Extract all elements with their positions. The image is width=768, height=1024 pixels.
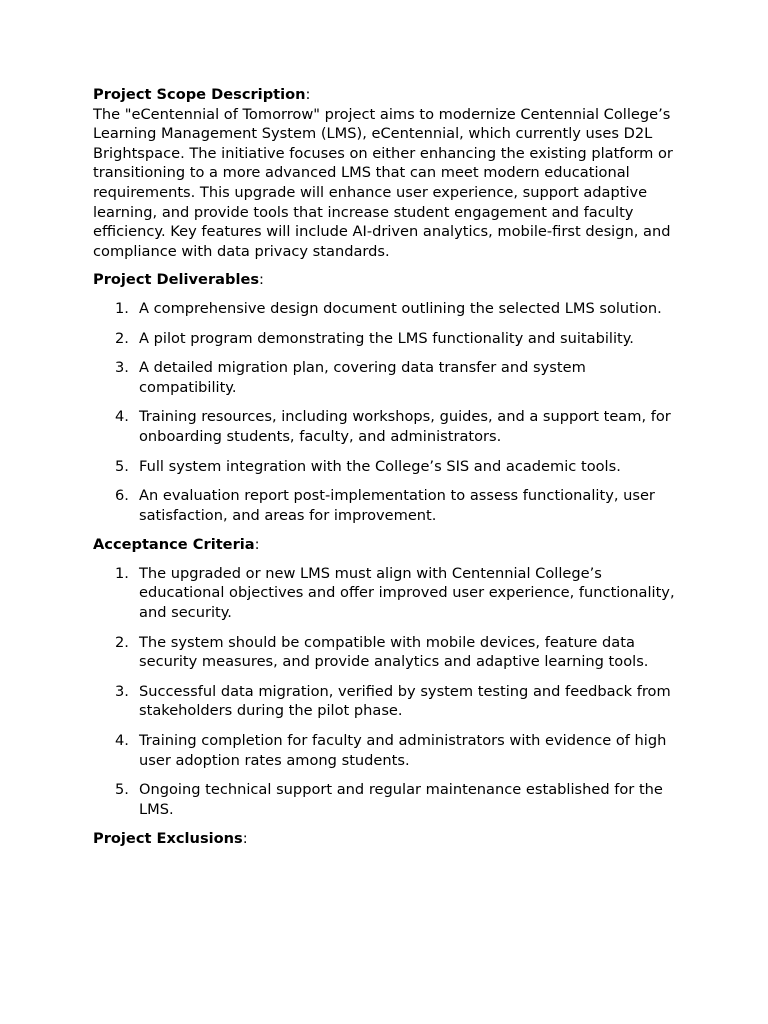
list-item: [93, 486, 675, 525]
list-item-number: 6.: [115, 487, 129, 505]
list-item: [93, 682, 675, 721]
list-item-text: An evaluation report post-implementation to assess functionality, user satisfaction, and areas for improvement.: [139, 487, 655, 524]
list-item-number: 4.: [115, 732, 129, 750]
deliverables-heading-colon: :: [259, 271, 264, 289]
list-item-number: 2.: [115, 329, 129, 347]
list-item-text: Ongoing technical support and regular maintenance established for the LMS.: [139, 781, 663, 818]
deliverables-heading: Project Deliverables: [93, 271, 260, 289]
list-item-text: A pilot program demonstrating the LMS functionality and suitability.: [139, 329, 634, 347]
list-item: [93, 633, 675, 672]
list-item-number: 1.: [115, 564, 129, 582]
list-item-number: 3.: [115, 359, 129, 377]
deliverables-heading-line: [93, 270, 675, 290]
scope-heading: Project Scope Description: [93, 86, 306, 103]
list-item: [93, 407, 675, 446]
list-item: [93, 329, 675, 349]
list-item: [93, 564, 675, 623]
list-item-number: 4.: [115, 408, 129, 426]
list-item-number: 3.: [115, 682, 129, 700]
exclusions-heading-line: [93, 829, 675, 849]
document-page: [93, 85, 675, 849]
exclusions-heading: Project Exclusions: [93, 830, 243, 848]
list-item: [93, 731, 675, 770]
list-item: [93, 358, 675, 397]
acceptance-list: [93, 564, 675, 820]
list-item-number: 2.: [115, 633, 129, 651]
list-item-text: A comprehensive design document outlining the selected LMS solution.: [139, 299, 662, 317]
scope-description: The "eCentennial of Tomorrow" project aims to modernize Centennial College’s Learning Management System (LMS), eCentennial, which currently uses D2L Brightspace. The initiative focuses on either enhancing the existing platform or transitioning to a more advanced LMS that can meet modern educational requirements. This upgrade will enhance user experience, support adaptive learning, and provide tools that increase student engagement and faculty efficiency. Key features will include AI-driven analytics, mobile-first design, and compliance with data privacy standards.: [93, 105, 673, 260]
list-item-text: The system should be compatible with mobile devices, feature data security measures, and provide analytics and adaptive learning tools.: [139, 633, 649, 671]
list-item-text: Full system integration with the College’s SIS and academic tools.: [139, 457, 621, 475]
acceptance-heading-line: [93, 535, 675, 555]
list-item: [93, 299, 675, 319]
scope-heading-colon: :: [305, 86, 311, 103]
list-item-number: 5.: [115, 781, 129, 799]
list-item-text: Successful data migration, verified by system testing and feedback from stakeholders during the pilot phase.: [139, 682, 671, 720]
list-item-text: Training completion for faculty and administrators with evidence of high user adoption rates among students.: [139, 732, 667, 769]
acceptance-heading: Acceptance Criteria: [93, 536, 255, 554]
scope-heading-line: [93, 85, 675, 105]
list-item-text: The upgraded or new LMS must align with Centennial College’s educational objectives and offer improved user experience, functionality, and security.: [139, 564, 675, 622]
deliverables-list: [93, 299, 675, 525]
list-item-number: 1.: [115, 299, 129, 317]
list-item: [93, 457, 675, 477]
list-item-text: A detailed migration plan, covering data transfer and system compatibility.: [139, 359, 586, 396]
acceptance-heading-colon: :: [254, 536, 260, 554]
list-item: [93, 780, 675, 819]
list-item-text: Training resources, including workshops, guides, and a support team, for onboarding students, faculty, and administrators.: [139, 408, 671, 445]
exclusions-heading-colon: :: [242, 830, 248, 848]
list-item-number: 5.: [115, 457, 129, 475]
